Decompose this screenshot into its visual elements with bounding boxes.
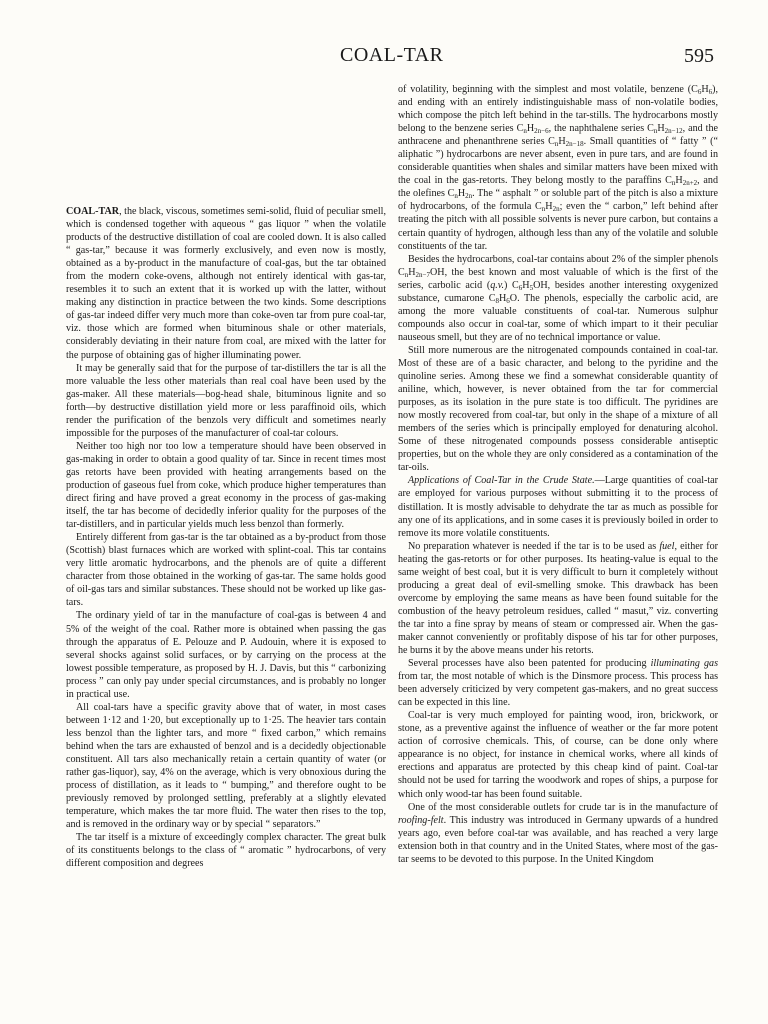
- paragraph: Coal-tar is very much employed for painting wood, iron, brickwork, or stone, as a preventive against the influence of weather or the far more potent action of corrosive chemicals. This, of course, can be done only where appearance is no object, for instance in chemical works, where all kinds of erections and apparatus are protected by this cheap kind of paint. Coal-tar should not be used for tarring the woodwork and ropes of ships, a purpose for which only wood-tar has been found suitable.: [398, 710, 718, 800]
- paragraph: The ordinary yield of tar in the manufacture of coal-gas is between 4 and 5% of the weight of the coal. Rather more is obtained when passing the gas through the apparatus of E. Pelouze and P. Audouin, where it is exposed to several shocks against solid surfaces, or by carrying on the process at the lowest possible temperature, as proposed by H. J. Davis, but this “ carbonizing process ” can only pay under special circumstances, and is probably no longer in practical use.: [66, 610, 386, 700]
- paragraph: Neither too high nor too low a temperature should have been observed in gas-making in order to obtain a good quality of tar. Since in recent times most gas retorts have been provided with heating arrangements based on the production of gaseous fuel from coke, which produce higher temperatures than direct firing and have proved a great economy in the process of gas-making itself, the tar has become of decidedly inferior quality for the purposes of the tar-distillers, and in particular yields much less benzol than formerly.: [66, 440, 386, 531]
- paragraph: No preparation whatever is needed if the tar is to be used as fuel, either for heating the gas-retorts or for other purposes. Its heating-value is equal to the same weight of best coal, but it is very difficult to burn it completely without producing a great deal of evil-smelling smoke. This drawback has been overcome by employing the same means as have been found suitable for the combustion of the heavy petroleum residues, called “ masut,” viz. converting the tar into a fine spray by means of steam or compressed air. When the gas-maker cannot conveniently or profitably dispose of his tar for other purposes, he burns it by the above means under his retorts.: [398, 540, 718, 657]
- page-number: 595: [684, 45, 714, 67]
- right-column: [398, 83, 718, 866]
- paragraph: Still more numerous are the nitrogenated compounds contained in coal-tar. Most of these are of a basic character, and belong to the pyridine and the quinoline series. Among these we find a somewhat considerable quantity of aniline, which, however, is never obtained from the tar for commercial purposes, as its isolation in the pure state is too difficult. The pyridines are now mostly recovered from coal-tar, but only in the shape of a mixture of all members of the series which is principally employed for denaturing alcohol. Some of these nitrogenated compounds possess considerable antiseptic properties, but on the whole they are only considered as a contamination of the tar-oils.: [398, 344, 718, 474]
- headword: COAL-TAR: [66, 206, 120, 217]
- paragraph: One of the most considerable outlets for crude tar is in the manufacture of roofing-felt. This industry was introduced in Germany upwards of a hundred years ago, even before coal-tar was available, and has reached a very large extension both in that country and in the United States, where most of the gas-tar seems to be devoted to this purpose. In the United Kingdom: [398, 801, 718, 865]
- paragraph: COAL-TAR, the black, viscous, sometimes semi-solid, fluid of peculiar smell, which is condensed together with aqueous “ gas liquor ” when the volatile products of the destructive distillation of coal are cooled down. It is also called “ gas-tar,” because it was formerly exclusively, and even now is mostly, obtained as a by-product in the manufacture of coal-gas, but the tar obtained from the modern coke-ovens, although not entirely identical with gas-tar, resembles it to such an extent that it is worked up with the latter, without making any distinction in practice between the two kinds. Some descriptions of gas-tar indeed differ very much more than coke-oven tar from pure coal-tar, viz. those which are formed when bituminous shale or other materials, considerably deviating in their nature from coal, are mixed with the latter for the purpose of obtaining gas of higher illuminating power.: [66, 206, 386, 361]
- section-heading: Applications of Coal-Tar in the Crude State.: [408, 475, 595, 487]
- paragraph: All coal-tars have a specific gravity above that of water, in most cases between 1·12 and 1·20, but exceptionally up to 1·25. The heavier tars contain less benzol than the lighter tars, and more “ fixed carbon,” which remains behind when the tars are exhausted of benzol and is a decidedly objectionable constituent. All tars also mechanically retain a certain quantity of water (or rather gas-liquor), say, 4% on the average, which is very obnoxious during the process of distillation, as it leads to “ bumping,” and therefore ought to be previously removed by prolonged settling, preferably at a slightly elevated temperature, which makes the tar more fluid. The water then rises to the top, and is removed in the ordinary way or by special “ separators.”: [66, 701, 386, 831]
- paragraph: Besides the hydrocarbons, coal-tar contains about 2% of the simpler phenols $C_nH_{2n-7}OH$, the best known and most valuable of which is the first of the series, carbolic acid (q.v.) $C_6H_5OH$, besides another interesting oxygenized substance, cumarone $C_8H_6O$. The phenols, especially the carbolic acid, are among the more valuable constituents of coal-tar. Numerous sulphur compounds also occur in coal-tar, some of which impart to it their peculiar nauseous smell, but they are of no technical importance or value.: [398, 253, 719, 343]
- running-head: COAL-TAR: [340, 44, 444, 66]
- paragraph: Entirely different from gas-tar is the tar obtained as a by-product from those (Scottish) blast furnaces which are worked with splint-coal. This tar contains very little aromatic hydrocarbons, and the phenols are of quite a different character from those obtained in the working of gas-tar. The same holds good of oil-gas tars and similar substances. These should not be worked up like gas-tars.: [66, 532, 386, 609]
- paragraph: It may be generally said that for the purpose of tar-distillers the tar is all the more valuable the less other materials than real coal have been used by the gas-maker. All these materials—bog-head shale, bituminous lignite and so forth—by destructive distillation yield more or less paraffinoid oils, which render the purification of the benzols very difficult and sometimes nearly impossible for the purposes of the manufacturer of coal-tar colours.: [66, 362, 386, 439]
- paragraph: of volatility, beginning with the simplest and most volatile, benzene $(C_6H_6)$, and ending with an entirely indistinguishable mass of non-volatile bodies, which compose the pitch left behind in the tar-stills. The hydrocarbons mostly belong to the benzene series $C_nH_{2n-6}$, the naphthalene series $C_nH_{2n-12}$, and the anthracene and phenanthrene series $C_nH_{2n-18}$. Small quantities of “ fatty ” (“ aliphatic ”) hydrocarbons are never absent, even in pure tars, and are found in considerable quantities when shales and similar matters have been mixed with the coal in the gas-retorts. They belong mostly to the paraffins $C_nH_{2n+2}$, and the olefines $C_nH_{2n}$. The “ asphalt ” or soluble part of the pitch is also a mixture of hydrocarbons, of the formula $C_nH_{2n}$; even the “ carbon,” left behind after treating the pitch with all possible solvents is never pure carbon, but contains a certain quantity of hydrogen, although less than any of the volatile and soluble constituents of the tar.: [398, 84, 718, 252]
- paragraph: The tar itself is a mixture of exceedingly complex character. The great bulk of its constituents belongs to the class of “ aromatic ” hydrocarbons, of very different composition and degrees: [66, 832, 386, 870]
- paragraph: Applications of Coal-Tar in the Crude State.—Large quantities of coal-tar are employed for various purposes without submitting it to the process of distillation. It is mostly advisable to dehydrate the tar as much as possible for any one of its applications, and in some cases it is previously boiled in order to remove its more volatile constituents.: [398, 475, 718, 539]
- left-column: [66, 205, 386, 870]
- paragraph: Several processes have also been patented for producing illuminating gas from tar, the most notable of which is the Dinsmore process. This process has been adversely criticized by very competent gas-makers, and no great success can be expected in this line.: [398, 658, 718, 709]
